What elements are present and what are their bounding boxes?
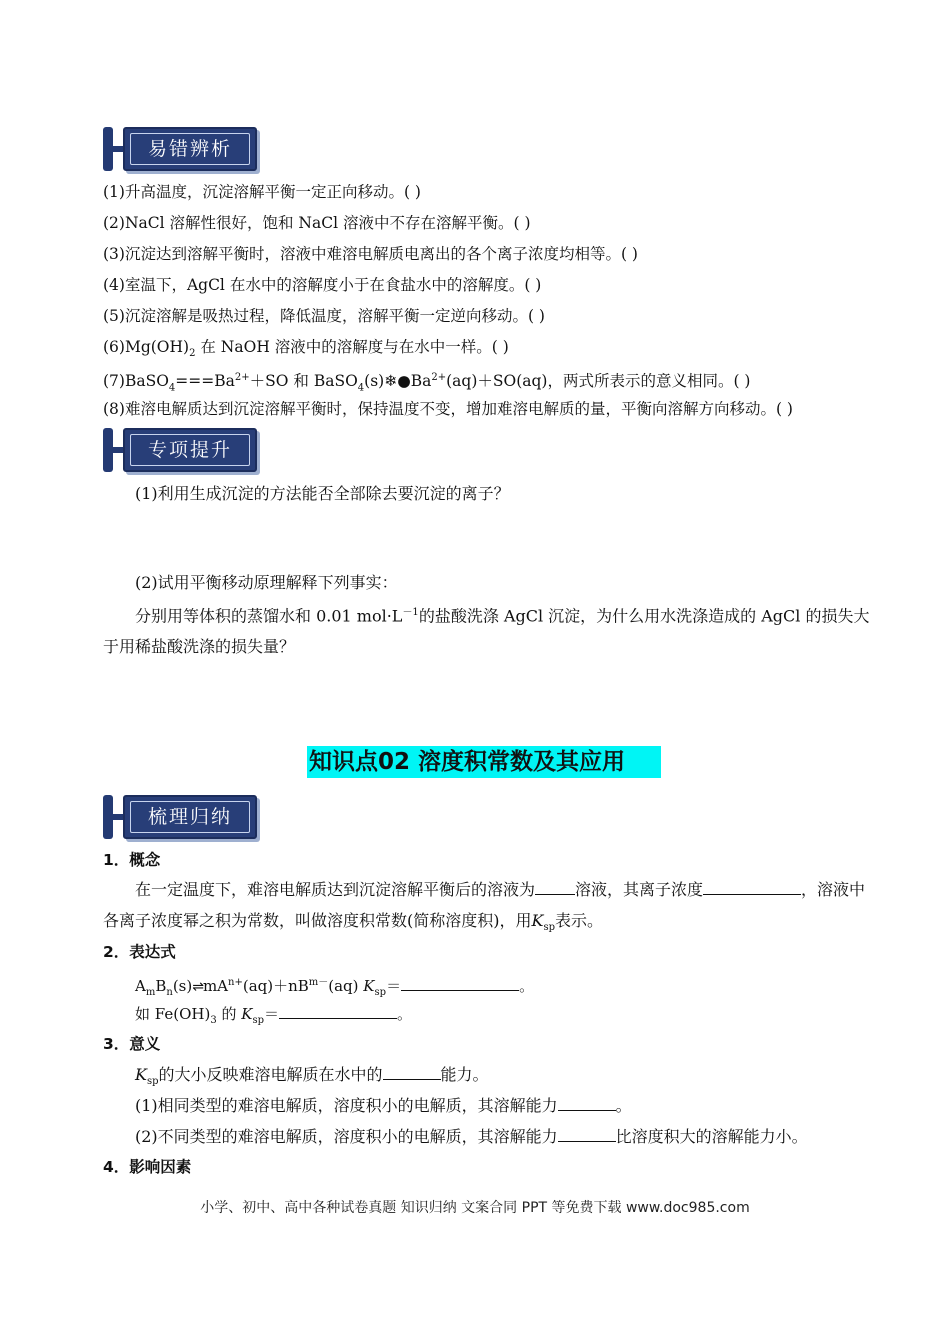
knowledge-point-title: 知识点02 溶度积常数及其应用 bbox=[307, 746, 661, 778]
error-item-2: (2)NaCl 溶解性很好，饱和 NaCl 溶液中不存在溶解平衡。( ) bbox=[103, 214, 531, 232]
error-item-4: (4)室温下，AgCl 在水中的溶解度小于在食盐水中的溶解度。( ) bbox=[103, 276, 542, 294]
badge-label: 专项提升 bbox=[130, 434, 250, 466]
error-item-7: $(7)BaSO_4===Ba^{2+}+SO$ 和 $BaSO_4(s)❄●Ba^{2+}(aq)+SO(aq)$，两式所表示的意义相同。( ) bbox=[103, 372, 751, 394]
section-badge-summary bbox=[103, 795, 255, 839]
fe-oh3-example: 如 $Fe(OH)_3$ 的 $K_{sp}=$ 。 bbox=[135, 1005, 413, 1026]
meaning-text: $K_{sp}$的大小反映难溶电解质在水中的 能力。 bbox=[135, 1065, 489, 1088]
fill-blank[interactable] bbox=[401, 976, 519, 991]
error-item-6: $(6)Mg(OH)_2$ 在 NaOH 溶液中的溶解度与在水中一样。( ) bbox=[103, 338, 509, 360]
section-badge-errors bbox=[103, 127, 255, 171]
practice-question-2: (2)试用平衡移动原理解释下列事实： bbox=[135, 573, 398, 592]
fill-blank[interactable] bbox=[703, 880, 801, 895]
heading-expression: 2．表达式 bbox=[103, 943, 176, 961]
fill-blank[interactable] bbox=[279, 1004, 397, 1019]
heading-meaning: 3．意义 bbox=[103, 1035, 161, 1053]
practice-question-1: (1)利用生成沉淀的方法能否全部除去要沉淀的离子？ bbox=[135, 484, 510, 503]
error-item-8: (8)难溶电解质达到沉淀溶解平衡时，保持温度不变，增加难溶电解质的量，平衡向溶解方向移动。( ) bbox=[103, 400, 793, 418]
heading-factors: 4．影响因素 bbox=[103, 1158, 192, 1176]
error-item-3: (3)沉淀达到溶解平衡时，溶液中难溶电解质电离出的各个离子浓度均相等。( ) bbox=[103, 245, 638, 263]
error-item-5: (5)沉淀溶解是吸热过程，降低温度，溶解平衡一定逆向移动。( ) bbox=[103, 307, 545, 325]
section-badge-practice bbox=[103, 428, 255, 472]
error-item-1: (1)升高温度，沉淀溶解平衡一定正向移动。( ) bbox=[103, 183, 421, 201]
footer-banner: 小学、初中、高中各种试卷真题 知识归纳 文案合同 PPT 等免费下载 www.doc985.com bbox=[200, 1200, 750, 1216]
badge-label: 梳理归纳 bbox=[130, 801, 250, 833]
practice-question-2-text: 分别用等体积的蒸馏水和 0.01 $mol\cdot L^{-1}$的盐酸洗涤 AgCl 沉淀，为什么用水洗涤造成的 AgCl 的损失大于用稀盐酸洗涤的损失量？ bbox=[103, 606, 870, 657]
meaning-point-1: (1)相同类型的难溶电解质，溶度积小的电解质，其溶解能力 。 bbox=[135, 1096, 632, 1115]
heading-concept: 1．概念 bbox=[103, 851, 161, 869]
fill-blank[interactable] bbox=[535, 880, 575, 895]
ksp-expression: $A_mB_n(s)\rightleftharpoons mA^{n+}(aq)+nB^{m-}(aq)$ $K_{sp}=$ 。 bbox=[135, 977, 535, 998]
fill-blank[interactable] bbox=[558, 1127, 616, 1142]
fill-blank[interactable] bbox=[558, 1096, 616, 1111]
concept-paragraph: 在一定温度下，难溶电解质达到沉淀溶解平衡后的溶液为 溶液，其离子浓度 ，溶液中各离子浓度幂之积为常数，叫做溶度积常数(简称溶度积)，用$K_{sp}$表示。 bbox=[103, 880, 866, 934]
meaning-point-2: (2)不同类型的难溶电解质，溶度积小的电解质，其溶解能力 比溶度积大的溶解能力小。 bbox=[135, 1127, 808, 1146]
fill-blank[interactable] bbox=[383, 1065, 441, 1080]
equilibrium-arrow-icon: ⇌ bbox=[192, 979, 203, 995]
badge-label: 易错辨析 bbox=[130, 133, 250, 165]
